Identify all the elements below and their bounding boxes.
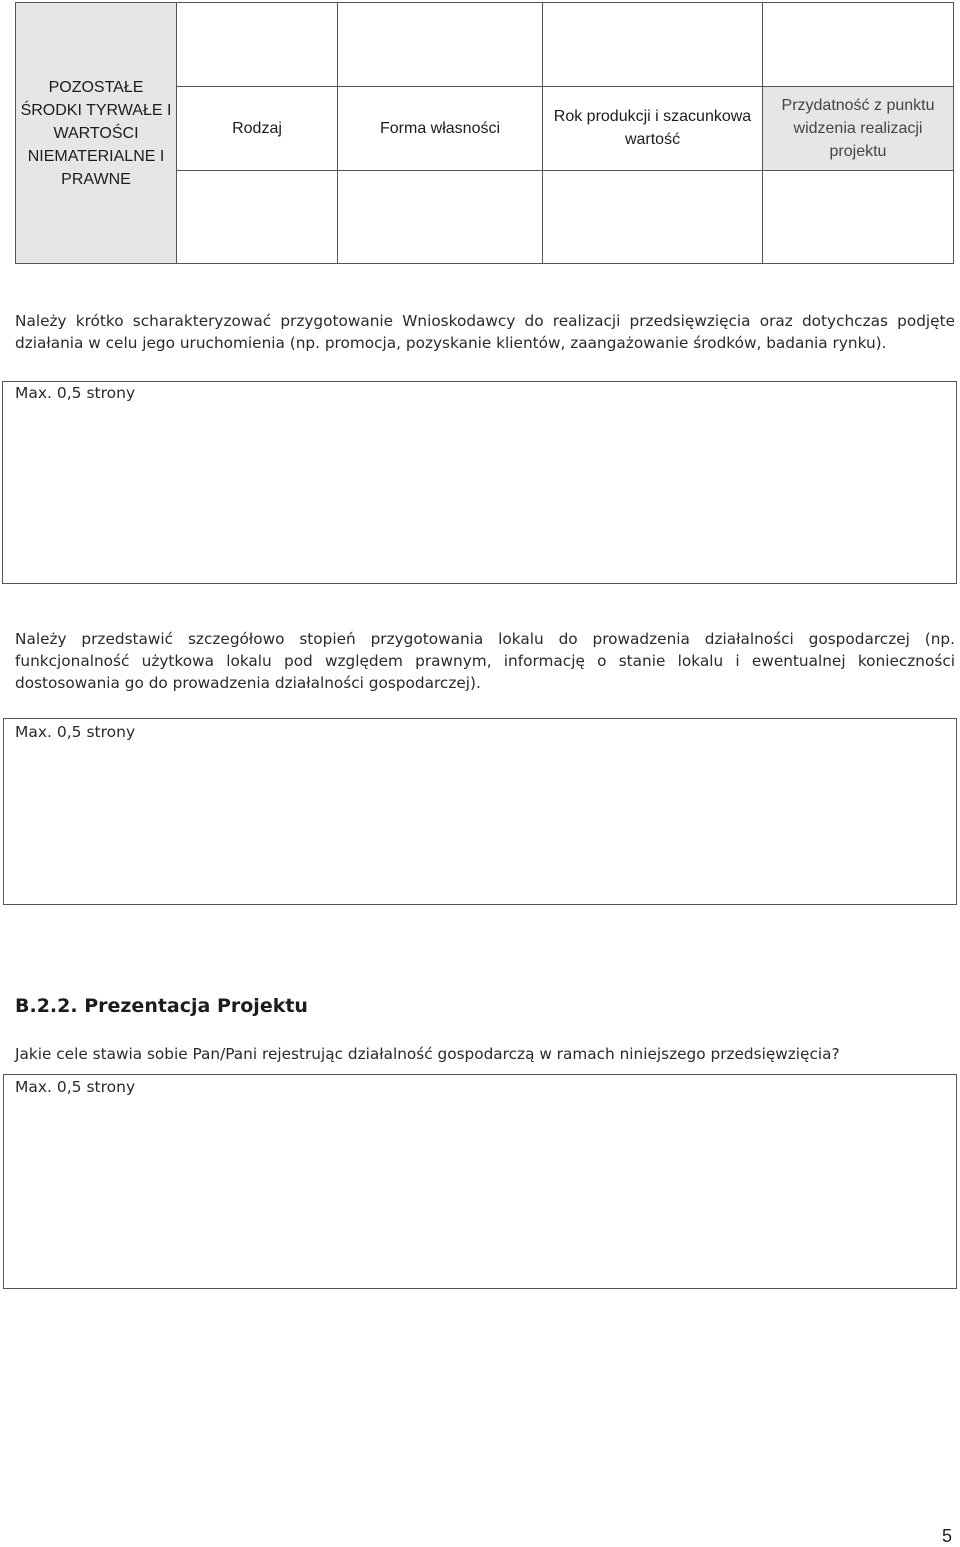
assets-row-label-text: POZOSTAŁE ŚRODKI TYRWAŁE I WARTOŚCI NIEMATERIALNE I PRAWNE — [20, 78, 172, 188]
question-1-text: Należy krótko scharakteryzować przygotowanie Wnioskodawcy do realizacji przedsięwzięcia oraz dotychczas podjęte działania w celu jego uruchomienia (np. promocja, pozyskanie klientów, zaangażowanie środków, badania rynku). — [15, 312, 955, 352]
question-3-text: Jakie cele stawia sobie Pan/Pani rejestrując działalność gospodarczą w ramach niniejszego przedsięwzięcia? — [15, 1045, 840, 1063]
page-number: 5 — [941, 1526, 952, 1546]
question-2-text: Należy przedstawić szczegółowo stopień przygotowania lokalu do prowadzenia działalności gospodarczej (np. funkcjonalność użytkowa lokalu pod względem prawnym, informację o stanie lokalu i ewentualnej konieczności dostosowania go do prowadzenia działalności gospodarczej). — [15, 630, 955, 692]
cell-przydatnosc-bottom[interactable] — [763, 170, 954, 263]
cell-rok-bottom[interactable] — [543, 170, 763, 263]
assets-row-label — [16, 3, 177, 264]
section-heading: B.2.2. Prezentacja Projektu — [15, 995, 308, 1017]
question-1-max-note-overlay: Max. 0,5 strony — [15, 384, 136, 402]
header-przydatnosc-label: Przydatność z punktu widzenia realizacji projektu — [781, 96, 935, 160]
cell-forma-bottom[interactable] — [338, 170, 543, 263]
cell-rok-top[interactable] — [543, 3, 763, 87]
cell-rodzaj-bottom[interactable] — [177, 170, 338, 263]
cell-forma-top[interactable] — [338, 3, 543, 87]
question-3-max-note: Max. 0,5 strony — [15, 1078, 136, 1096]
header-rodzaj-label: Rodzaj — [232, 119, 282, 137]
cell-przydatnosc-top[interactable] — [763, 3, 954, 87]
header-forma-wlasnosci-label: Forma własności — [379, 119, 501, 137]
assets-table — [15, 2, 954, 264]
header-rok-produkcji-label: Rok produkcji i szacunkowa wartość — [553, 108, 752, 149]
header-przydatnosc — [763, 87, 954, 170]
header-rodzaj — [177, 87, 338, 170]
cell-rodzaj-top[interactable] — [177, 3, 338, 87]
question-2-answer-box[interactable] — [3, 718, 957, 905]
question-2-max-note: Max. 0,5 strony — [15, 723, 136, 741]
question-1-answer-box[interactable] — [2, 381, 957, 584]
header-forma-wlasnosci — [338, 87, 543, 170]
question-3-answer-box[interactable] — [3, 1074, 957, 1289]
header-rok-produkcji — [543, 87, 763, 170]
